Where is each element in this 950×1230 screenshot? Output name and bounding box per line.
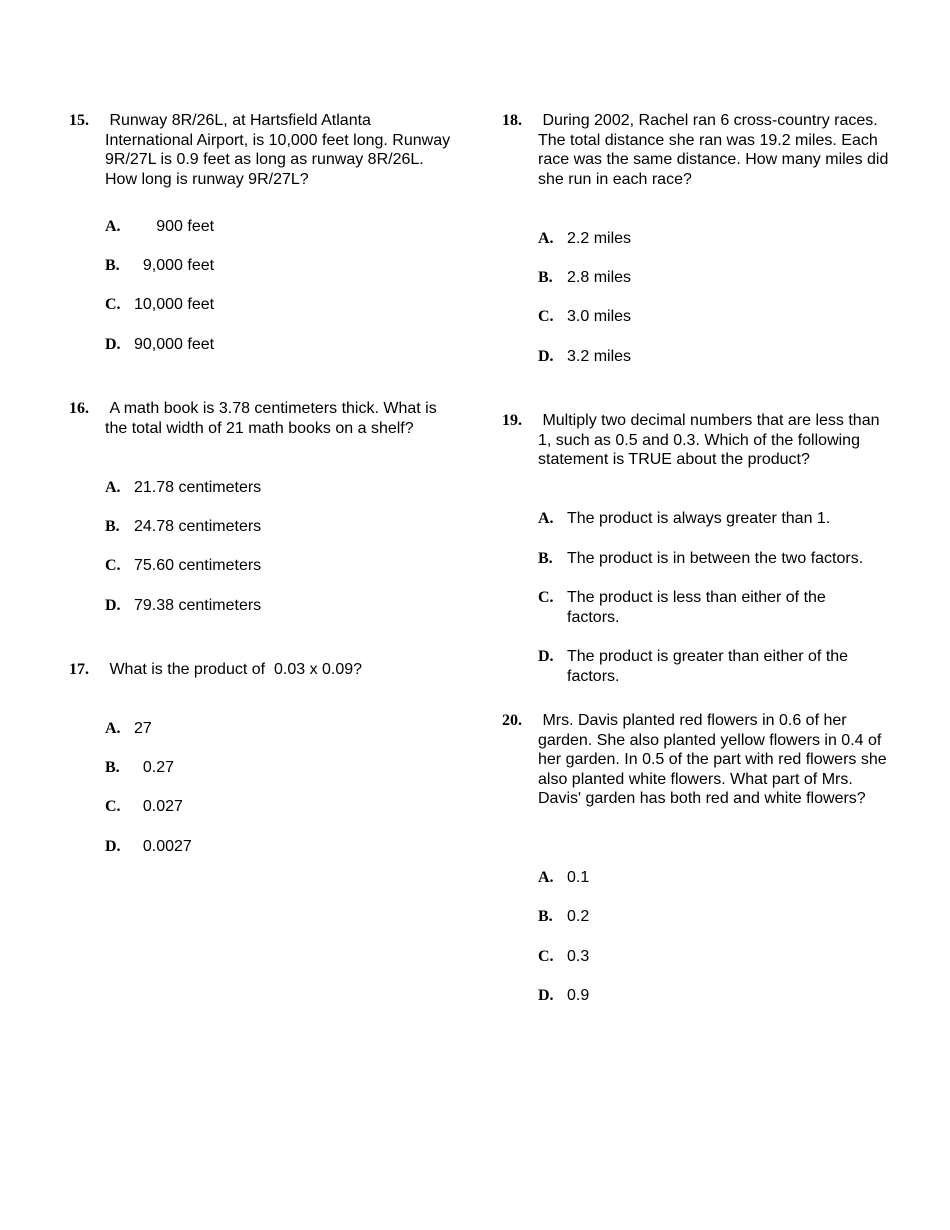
question-17 (69, 660, 469, 719)
choice-a[interactable] (105, 478, 469, 517)
choice-label: D. (538, 987, 554, 1004)
question-number: 15. (69, 112, 89, 129)
question-number: 16. (69, 400, 89, 417)
choice-text: 3.0 miles (567, 308, 632, 325)
choice-text: 24.78 centimeters (134, 518, 262, 535)
choice-a[interactable] (105, 719, 469, 758)
choice-label: B. (538, 269, 553, 286)
question-18 (502, 111, 902, 229)
choice-text: 2.8 miles (567, 269, 632, 286)
choice-d[interactable] (538, 647, 902, 711)
choice-a[interactable] (538, 229, 902, 268)
question-19 (502, 411, 902, 509)
choice-text: 0.0027 (134, 838, 192, 855)
choice-label: A. (538, 230, 554, 247)
choice-label: A. (105, 218, 121, 235)
choice-label: A. (105, 479, 121, 496)
choice-label: D. (538, 348, 554, 365)
choice-label: C. (538, 308, 554, 325)
choice-d[interactable] (105, 837, 469, 857)
choice-a[interactable] (105, 217, 469, 256)
choice-a[interactable] (538, 509, 902, 549)
choice-label: B. (105, 759, 120, 776)
choice-label: D. (538, 648, 554, 665)
choice-b[interactable] (105, 758, 469, 797)
choice-text: 0.1 (567, 869, 590, 886)
right-column (502, 111, 902, 1006)
choice-text: 0.9 (567, 987, 590, 1004)
choice-text: The product is in between the two factors. (567, 550, 864, 567)
choice-d[interactable] (105, 335, 469, 399)
choice-text: 900 feet (134, 218, 215, 235)
choice-b[interactable] (538, 549, 902, 588)
choice-text: The product is less than either of the factors. (567, 589, 826, 626)
choice-text: 0.3 (567, 948, 590, 965)
question-number: 17. (69, 661, 89, 678)
choice-d[interactable] (538, 347, 902, 411)
choice-label: A. (538, 869, 554, 886)
choice-text: 0.027 (134, 798, 183, 815)
choice-text: 10,000 feet (134, 296, 215, 313)
answer-choices (105, 478, 469, 660)
choice-text: 9,000 feet (134, 257, 215, 274)
choice-b[interactable] (105, 256, 469, 295)
choice-text: The product is greater than either of the factors. (567, 648, 849, 685)
choice-text: 79.38 centimeters (134, 597, 262, 614)
choice-text: 0.2 (567, 908, 590, 925)
choice-label: B. (538, 550, 553, 567)
choice-label: C. (105, 296, 121, 313)
answer-choices (105, 217, 469, 399)
choice-label: D. (105, 597, 121, 614)
choice-label: C. (105, 557, 121, 574)
choice-text: 2.2 miles (567, 230, 632, 247)
choice-label: B. (538, 908, 553, 925)
question-text: Runway 8R/26L, at Hartsfield Atlanta International Airport, is 10,000 feet long. Runway 9R/27L is 0.9 feet as long as runway 8R/26L. How long is runway 9R/27L? (105, 112, 455, 188)
question-16 (69, 399, 469, 478)
choice-d[interactable] (538, 986, 902, 1006)
left-column (69, 111, 469, 857)
question-number: 19. (502, 412, 522, 429)
answer-choices (538, 868, 902, 1006)
question-text: Mrs. Davis planted red flowers in 0.6 of her garden. She also planted yellow flowers in 0.4 of her garden. In 0.5 of the part with red flowers she also planted white flowers. What part of Mrs. Davis' garden has both red and white flowers? (538, 712, 892, 808)
choice-b[interactable] (538, 268, 902, 307)
choice-text: 21.78 centimeters (134, 479, 262, 496)
answer-choices (105, 719, 469, 857)
choice-c[interactable] (105, 556, 469, 596)
choice-label: C. (105, 798, 121, 815)
choice-label: B. (105, 518, 120, 535)
question-number: 20. (502, 712, 522, 729)
choice-a[interactable] (538, 868, 902, 907)
choice-b[interactable] (105, 517, 469, 556)
answer-choices (538, 229, 902, 411)
question-text: During 2002, Rachel ran 6 cross-country races. The total distance she ran was 19.2 miles. Each race was the same distance. How many miles did she run in each race? (538, 112, 893, 188)
choice-text: The product is always greater than 1. (567, 510, 831, 527)
choice-c[interactable] (538, 947, 902, 986)
question-15 (69, 111, 469, 217)
choice-text: 75.60 centimeters (134, 557, 262, 574)
choice-d[interactable] (105, 596, 469, 660)
choice-c[interactable] (538, 307, 902, 347)
choice-text: 3.2 miles (567, 348, 632, 365)
choice-label: C. (538, 589, 554, 606)
choice-label: D. (105, 336, 121, 353)
choice-b[interactable] (538, 907, 902, 947)
answer-choices (538, 509, 902, 711)
choice-label: D. (105, 838, 121, 855)
choice-text: 27 (134, 720, 152, 737)
question-number: 18. (502, 112, 522, 129)
choice-text: 0.27 (134, 759, 175, 776)
choice-text: 90,000 feet (134, 336, 215, 353)
choice-label: B. (105, 257, 120, 274)
question-text: What is the product of 0.03 x 0.09? (105, 661, 363, 678)
question-text: A math book is 3.78 centimeters thick. What is the total width of 21 math books on a shelf? (105, 400, 442, 437)
choice-c[interactable] (105, 797, 469, 837)
question-20 (502, 711, 902, 868)
choice-c[interactable] (105, 295, 469, 335)
choice-label: A. (105, 720, 121, 737)
choice-label: C. (538, 948, 554, 965)
choice-label: A. (538, 510, 554, 527)
question-text: Multiply two decimal numbers that are less than 1, such as 0.5 and 0.3. Which of the following statement is TRUE about the product? (538, 412, 884, 469)
choice-c[interactable] (538, 588, 902, 647)
